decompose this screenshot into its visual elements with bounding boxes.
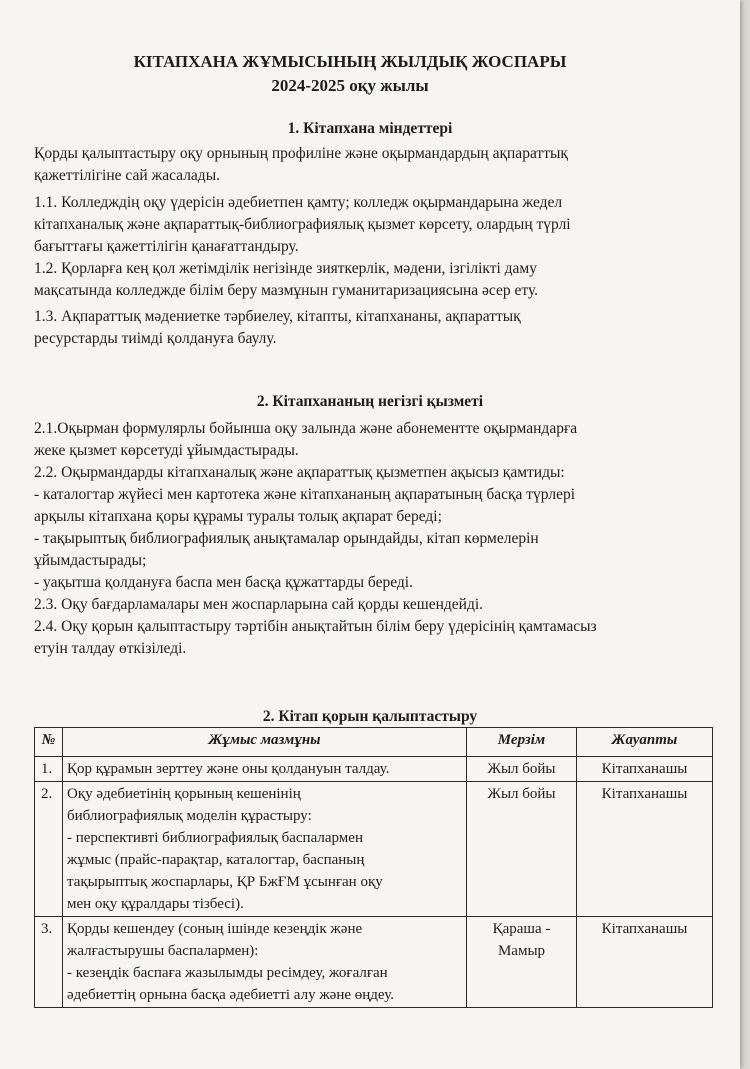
section2-heading: 2. Кітапхананың негізгі қызметі — [256, 393, 484, 410]
row-content — [63, 757, 467, 782]
text-line: бағыттағы қажеттілігін қанағаттандыру. — [34, 238, 299, 255]
fund-formation-table — [34, 727, 713, 1008]
content-line: әдебиеттің орнына басқа әдебиетті алу және өңдеу. — [67, 987, 394, 1003]
table-row — [35, 757, 713, 782]
text-line: - каталогтар жүйесі мен картотека және кітапхананың ақпаратының басқа түрлері — [34, 486, 576, 503]
text-line: 2.3. Оқу бағдарламалары мен жоспарларына сай қорды кешендейді. — [34, 596, 484, 613]
text-line: етуін талдау өткізіледі. — [34, 640, 187, 657]
text-line: 1.2. Қорларға кең қол жетімділік негізінде зияткерлік, мәдени, ізгілікті даму — [34, 260, 537, 277]
text-line: Қорды қалыптастыру оқу орнының профиліне және оқырмандардың ақпараттық — [34, 145, 568, 162]
content-line: жұмыс (прайс-парақтар, каталогтар, баспаның — [67, 852, 365, 868]
text-line: 2.2. Оқырмандарды кітапханалық және ақпараттық қызметпен ақысыз қамтиды: — [34, 464, 565, 481]
text-line: арқылы кітапхана қоры құрамы туралы толық ақпарат береді; — [34, 508, 442, 525]
term-line: Мамыр — [497, 943, 546, 959]
content-line: Оқу әдебиетінің қорының кешенінің — [67, 786, 301, 802]
content-line: мен оқу құралдары тізбесі). — [67, 896, 244, 912]
content-line: - перспективті библиографиялық баспалармен — [67, 830, 363, 846]
header-content: Жұмыс мазмұны — [63, 728, 467, 757]
row-content — [63, 782, 467, 917]
term-line: Қараша - — [492, 921, 551, 937]
section1-text — [34, 143, 674, 350]
text-line: ресурстарды тиімді қолдануға баулу. — [34, 330, 277, 347]
term-line: Жыл бойы — [487, 761, 556, 777]
row-content — [63, 917, 467, 1008]
text-line: жеке қызмет көрсетуді ұйымдастырады. — [34, 442, 299, 459]
term-line: Жыл бойы — [487, 786, 556, 802]
content-line: Қорды кешендеу (соның ішінде кезеңдік және — [67, 921, 363, 937]
text-line: - тақырыптық библиографиялық анықтамалар орындайды, кітап көрмелерін — [34, 530, 539, 547]
content-line: жалғастырушы баспалармен): — [67, 943, 259, 959]
text-line: 1.3. Ақпараттық мәдениетке тәрбиелеу, кітапты, кітапхананы, ақпараттық — [34, 308, 521, 325]
row-responsible: Кітапханашы — [577, 917, 713, 1008]
text-line: 2.4. Оқу қорын қалыптастыру тәртібін анықтайтын білім беру үдерісінің қамтамасыз — [34, 618, 597, 635]
header-responsible: Жауапты — [577, 728, 713, 757]
table-caption: 2. Кітап қорын қалыптастыру — [262, 708, 478, 725]
text-line: - уақытша қолдануға баспа мен басқа құжаттарды береді. — [34, 574, 413, 591]
header-number: № — [35, 728, 63, 757]
content-line: Қор құрамын зерттеу және оны қолдануын талдау. — [67, 761, 390, 777]
content-line: - кезеңдік баспаға жазылымды ресімдеу, жоғалған — [67, 965, 388, 981]
document-title: КІТАПХАНА ЖҰМЫСЫНЫҢ ЖЫЛДЫҚ ЖОСПАРЫ — [133, 52, 567, 71]
academic-year: 2024-2025 оқу жылы — [271, 76, 429, 95]
text-line: мақсатында колледжде білім беру мазмұнын гуманитаризациясына әсер ету. — [34, 282, 539, 299]
section1-heading: 1. Кітапхана міндеттері — [287, 120, 453, 137]
content-line: библиографиялық моделін құрастыру: — [67, 808, 312, 824]
text-line: ұйымдастырады; — [34, 552, 147, 569]
header-term: Мерзім — [467, 728, 577, 757]
table-row — [35, 917, 713, 1008]
text-line: 2.1.Оқырман формулярлы бойынша оқу залында және абонементте оқырмандарға — [34, 420, 578, 437]
text-line: кітапханалық және ақпараттық-библиографиялық қызмет көрсету, олардың түрлі — [34, 216, 571, 233]
row-term — [467, 917, 577, 1008]
row-responsible: Кітапханашы — [577, 757, 713, 782]
row-number: 3. — [35, 917, 63, 1008]
table-row — [35, 782, 713, 917]
table-header-row — [35, 728, 713, 757]
row-term — [467, 757, 577, 782]
row-responsible: Кітапханашы — [577, 782, 713, 917]
row-number: 1. — [35, 757, 63, 782]
content-line: тақырыптық жоспарлары, ҚР БжҒМ ұсынған оқу — [67, 874, 383, 890]
text-line: қажеттілігіне сай жасалады. — [34, 167, 220, 184]
section2-text — [34, 418, 674, 660]
row-number: 2. — [35, 782, 63, 917]
row-term — [467, 782, 577, 917]
text-line: 1.1. Колледждің оқу үдерісін әдебиетпен қамту; колледж оқырмандарына жедел — [34, 194, 563, 211]
